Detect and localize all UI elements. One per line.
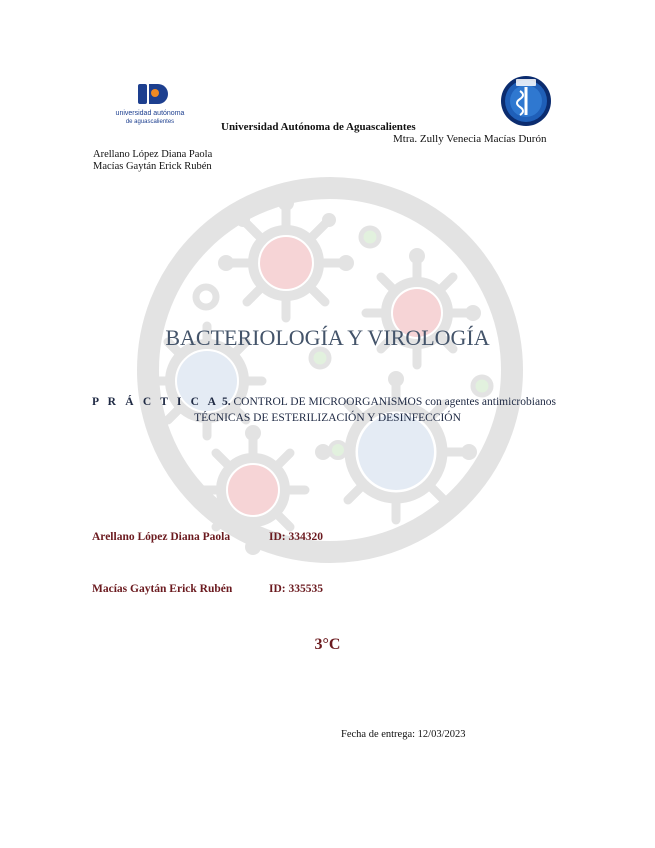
practice-title <box>92 396 556 408</box>
practice-subtitle: TÉCNICAS DE ESTERILIZACIÓN Y DESINFECCIÓN <box>194 412 461 424</box>
university-logo-mark <box>138 84 168 104</box>
header-student-1: Arellano López Diana Paola <box>93 149 213 160</box>
student-name: Arellano López Diana Paola <box>92 531 231 543</box>
university-logo-text-2: de aguascalientes <box>125 119 175 125</box>
university-logo-text-1: universidad autónoma <box>115 110 185 117</box>
teacher-name: Mtra. Zully Venecia Macías Durón <box>393 133 547 145</box>
practice-number: 5. <box>222 396 231 408</box>
delivery-date: Fecha de entrega: 12/03/2023 <box>341 729 466 740</box>
group-label: 3°C <box>314 636 341 653</box>
practice-label: P R Á C T I C A <box>92 396 220 408</box>
student-id: ID: 334320 <box>269 531 323 543</box>
header-student-2: Macías Gaytán Erick Rubén <box>93 161 212 172</box>
student-name: Macías Gaytán Erick Rubén <box>92 583 233 595</box>
practice-name: CONTROL DE MICROORGANISMOS con agentes antimicrobianos <box>233 396 557 408</box>
university-name: Universidad Autónoma de Aguascalientes <box>221 121 416 133</box>
student-id: ID: 335535 <box>269 583 323 595</box>
medicine-logo <box>500 73 552 129</box>
university-logo <box>110 80 190 128</box>
course-title: BACTERIOLOGÍA Y VIROLOGÍA <box>165 325 490 350</box>
